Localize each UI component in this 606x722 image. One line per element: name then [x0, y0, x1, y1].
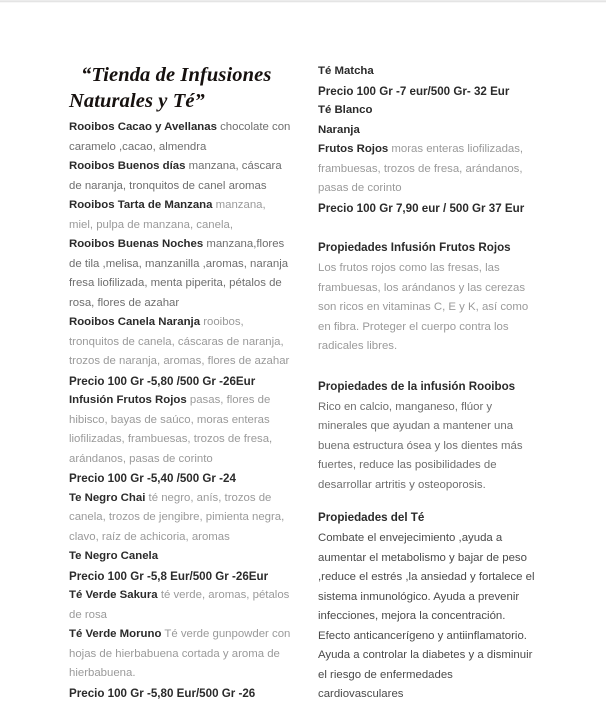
page-title [69, 62, 291, 114]
left-column [69, 62, 291, 703]
product-name: Té Verde Moruno [69, 628, 162, 640]
price-line: Precio 100 Gr -5,40 /500 Gr -24 [69, 472, 236, 485]
product-entry [69, 489, 291, 548]
properties-section [318, 237, 540, 357]
section-spacer [318, 357, 540, 376]
section-body: Los frutos rojos como las fresas, las frambuesas, los arándanos y las cerezas son ricos en vitaminas C, E y K, así como en fibra. Proteger el cuerpo contra los radicales libres. [318, 262, 529, 352]
page-title-line-1: “Tienda de Infusiones [81, 64, 272, 86]
product-description: té verde, aromas, pétalos de rosa [69, 589, 290, 621]
section-heading: Propiedades del Té [318, 511, 425, 524]
product-description: chocolate con caramelo ,cacao, almendra [69, 121, 291, 153]
price-line: Precio 100 Gr -5,80 Eur/500 Gr -26 [69, 686, 256, 700]
properties-section [318, 507, 540, 705]
product-description: manzana, miel, pulpa de manzana, canela, [69, 199, 266, 231]
page-title-line-2: Naturales y Té” [69, 90, 205, 112]
product-description: pasas, flores de hibisco, bayas de saúco, moras enteras liofilizadas, frambuesas, trozos de fresa, arándanos, pasas de corinto [69, 394, 273, 465]
product-name: Naranja [318, 123, 360, 136]
product-entry [69, 235, 291, 313]
price-line: Precio 100 Gr -7 eur/500 Gr- 32 Eur [318, 84, 510, 98]
section-spacer [318, 495, 540, 507]
product-name: Té Blanco [318, 104, 373, 116]
section-heading: Propiedades Infusión Frutos Rojos [318, 241, 511, 254]
product-entry [69, 118, 291, 157]
product-entry [318, 140, 540, 199]
product-entry [69, 391, 291, 469]
product-description: té negro, anís, trozos de canela, trozos de jengibre, pimienta negra, clavo, raíz de achicoria, aromas [69, 491, 285, 543]
product-name: Té Verde Sakura [69, 589, 158, 601]
product-entry [69, 586, 291, 625]
product-entry [69, 625, 291, 684]
section-body: Combate el envejecimiento ,ayuda a aumentar el metabolismo y bajar de peso ,reduce el estrés ,la ansiedad y fortalece el sistema inmunológico. Ayuda a prevenir infecciones, mejora la concentración. Efecto anticancerígeno y antiinflamatorio. Ayuda a controlar la diabetes y a disminuir el riesgo de enfermedades cardiovasculares [318, 532, 535, 700]
properties-section [318, 376, 540, 496]
product-description: Té verde gunpowder con hojas de hierbabuena cortada y aroma de hierbabuena. [69, 628, 291, 679]
product-name: Infusión Frutos Rojos [69, 394, 187, 406]
product-name: Rooibos Tarta de Manzana [69, 199, 213, 211]
product-description: manzana,flores de tila ,melisa, manzanilla ,aromas, naranja fresa liofilizada, menta piperita, pétalos de rosa, flores de azahar [69, 238, 289, 309]
price-line: Precio 100 Gr -5,8 Eur/500 Gr -26Eur [69, 569, 269, 583]
product-description: manzana, cáscara de naranja, tronquitos de canel aromas [69, 160, 282, 192]
product-description: moras enteras liofilizadas, frambuesas, trozos de fresa, arándanos, pasas de corinto [318, 143, 524, 194]
product-name: Te Negro Chai [69, 491, 146, 504]
product-entry [69, 157, 291, 196]
price-line: Precio 100 Gr -5,80 /500 Gr -26Eur [69, 374, 256, 388]
section-body: Rico en calcio, manganeso, flúor y minerales que ayudan a mantener una buena estructura ósea y los dientes más fuertes, reduce las posibilidades de desarrollar artritis y osteoporosis. [318, 400, 523, 491]
product-description: rooibos, tronquitos de canela, cáscaras de naranja, trozos de naranja, aromas, flores de azahar [69, 316, 290, 367]
product-entry [69, 313, 291, 372]
right-column [318, 62, 540, 705]
product-name: Rooibos Cacao y Avellanas [69, 121, 217, 133]
product-name: Rooibos Canela Naranja [69, 316, 201, 328]
product-entry [69, 196, 291, 235]
product-name: Frutos Rojos [318, 143, 389, 155]
product-name: Rooibos Buenos días [69, 160, 186, 172]
section-spacer [318, 218, 540, 237]
product-name: Rooibos Buenas Noches [69, 238, 204, 250]
product-name: Te Negro Canela [69, 550, 159, 562]
section-heading: Propiedades de la infusión Rooibos [318, 379, 516, 393]
price-line: Precio 100 Gr 7,90 eur / 500 Gr 37 Eur [318, 201, 525, 215]
product-name: Té Matcha [318, 65, 374, 77]
